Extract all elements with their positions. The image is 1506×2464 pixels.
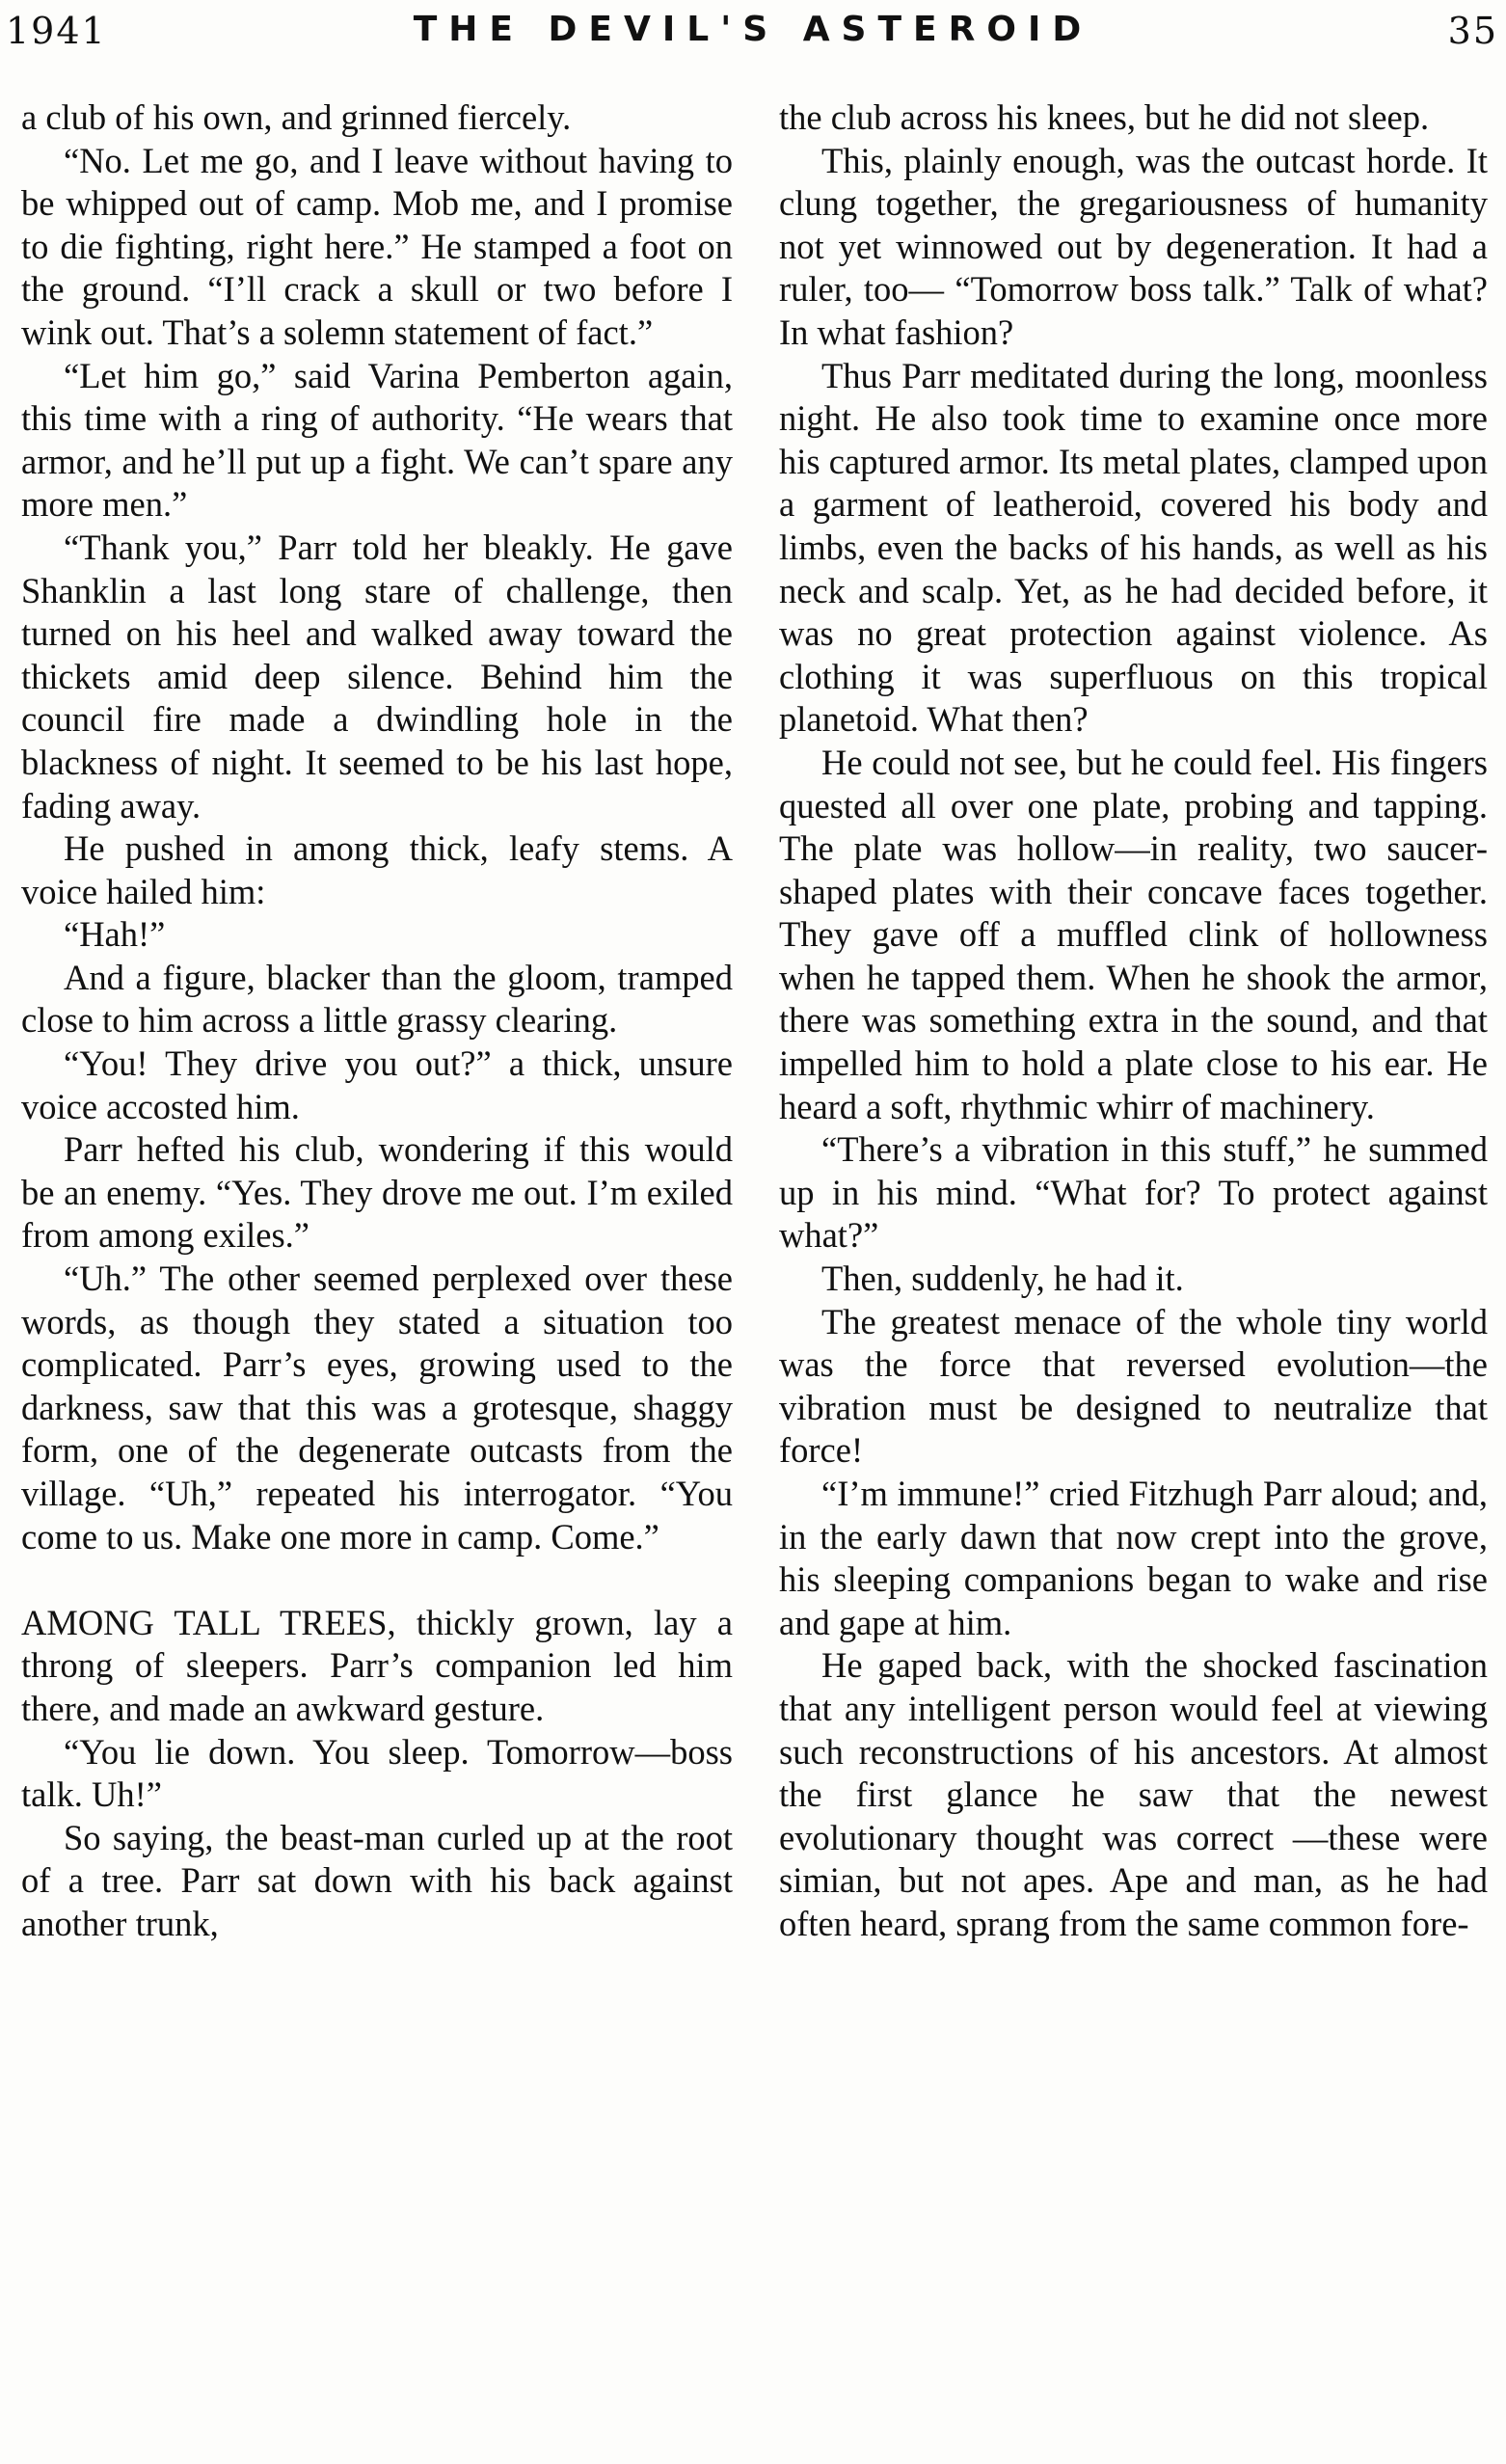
section-opening-paragraph: AMONG TALL TREES, thickly grown, lay a throng of sleepers. Parr’s companion led him there, and made an awkward gesture. [21,1602,733,1728]
paragraph: “Let him go,” said Varina Pemberton again, this time with a ring of authority. “He wears that armor, and he’ll put up a fight. We can’t spare any more men.” [21,355,733,525]
paragraph: He gaped back, with the shocked fascination that any intelligent person would feel at viewing such reconstructions of his ancestors. At almost the first glance he saw that the newest evolutionary thought was correct —these were simian, but not apes. Ape and man, as he had often heard, sprang from the same common fore- [779,1645,1488,1943]
paragraph: “I’m immune!” cried Fitzhugh Parr aloud; and, in the early dawn that now crept into the grove, his sleeping companions began to wake and rise and gape at him. [779,1474,1488,1642]
paragraph: the club across his knees, but he did not sleep. [779,97,1430,137]
left-column [21,96,733,1946]
paragraph: “Hah!” [64,914,166,955]
paragraph: Thus Parr meditated during the long, moonless night. He also took time to examine once more his captured armor. Its metal plates, clamped upon a garment of leatheroid, covered his body and limbs, even the backs of his hands, as well as his neck and scalp. Yet, as he had decided before, it was no great protection against violence. As clothing it was superfluous on this tropical planetoid. What then? [779,355,1488,740]
paragraph: “Thank you,” Parr told her bleakly. He gave Shanklin a last long stare of challenge, then turned on his heel and walked away toward the thickets amid deep silence. Behind him the council fire made a dwindling hole in the blackness of night. It seemed to be his last hope, fading away. [21,527,733,826]
paragraph: He could not see, but he could feel. His fingers quested all over one plate, probing and tapping. The plate was hollow—in reality, two saucer-shaped plates with their concave faces together. They gave off a muffled clink of hollowness when he tapped them. When he shook the armor, there was something extra in the sound, and that impelled him to hold a plate close to his ear. He heard a soft, rhythmic whirr of machinery. [779,742,1488,1126]
paragraph: a club of his own, and grinned fiercely. [21,97,572,137]
paragraph: The greatest menace of the whole tiny world was the force that reversed evolution—the vibration must be designed to neutralize that force! [779,1301,1488,1471]
paragraph: He pushed in among thick, leafy stems. A voice hailed him: [21,828,733,911]
header-year: 1941 [6,10,107,52]
paragraph: “You! They drive you out?” a thick, unsure voice accosted him. [21,1043,733,1126]
paragraph: Then, suddenly, he had it. [821,1259,1184,1299]
page-number: 35 [1447,10,1498,52]
paragraph: “There’s a vibration in this stuff,” he summed up in his mind. “What for? To protect against what?” [779,1129,1488,1256]
paragraph: Parr hefted his club, wondering if this would be an enemy. “Yes. They drove me out. I’m exiled from among exiles.” [21,1129,733,1256]
right-column [779,96,1488,1946]
running-header [0,10,1506,68]
paragraph: So saying, the beast-man curled up at the root of a tree. Parr sat down with his back against another trunk, [21,1817,733,1943]
paragraph: “You lie down. You sleep. Tomorrow—boss talk. Uh!” [21,1731,733,1815]
paragraph: This, plainly enough, was the outcast horde. It clung together, the gregariousness of humanity not yet winnowed out by degeneration. It had a ruler, too— “Tomorrow boss talk.” Talk of what? In what fashion? [779,140,1488,352]
paragraph: “Uh.” The other seemed perplexed over these words, as though they stated a situation too complicated. Parr’s eyes, growing used to the darkness, saw that this was a grotesque, shaggy form, one of the degenerate outcasts from the village. “Uh,” repeated his interrogator. “You come to us. Make one more in camp. Come.” [21,1259,733,1557]
paragraph: “No. Let me go, and I leave without having to be whipped out of camp. Mob me, and I promise to die fighting, right here.” He stamped a foot on the ground. “I’ll crack a skull or two before I wink out. That’s a solemn statement of fact.” [21,140,733,352]
header-title: THE DEVIL'S ASTEROID [413,10,1093,49]
paragraph: And a figure, blacker than the gloom, tramped close to him across a little grassy clearing. [21,957,733,1041]
